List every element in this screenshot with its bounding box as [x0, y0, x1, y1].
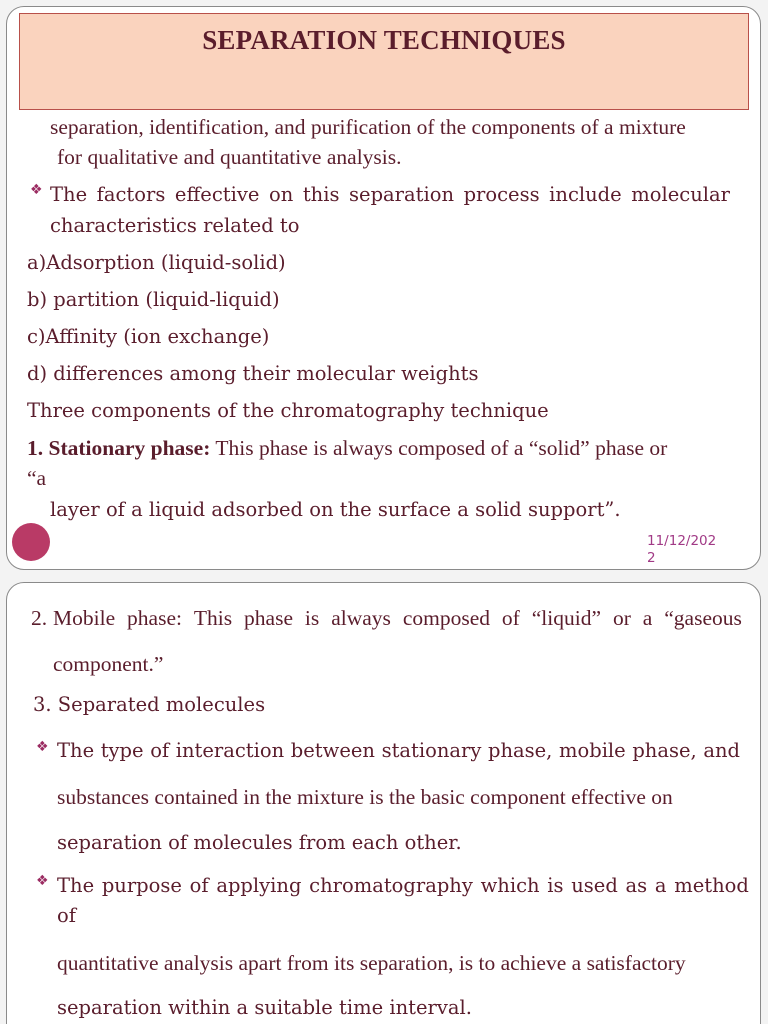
- word: purpose: [101, 874, 182, 897]
- word: chromatography: [309, 874, 473, 897]
- list-text: Adsorption (liquid-solid): [46, 251, 286, 274]
- list-text: partition (liquid-liquid): [53, 288, 280, 311]
- word: “liquid”: [531, 606, 602, 630]
- list-marker: b): [27, 288, 48, 311]
- word: effective: [174, 183, 260, 206]
- word: of: [150, 739, 170, 762]
- word: stationary: [381, 739, 482, 762]
- list-text: differences among their molecular weights: [53, 362, 479, 385]
- stationary-phase-line: [27, 436, 667, 462]
- purpose-line-1: [57, 874, 749, 897]
- word: applying: [216, 874, 302, 897]
- purpose-line-2: quantitative analysis apart from its separation, is to achieve a satisfactory: [57, 951, 686, 975]
- date-line-1: 11/12/202: [647, 533, 717, 549]
- word: molecular: [631, 183, 730, 206]
- list-marker: d): [27, 362, 48, 385]
- date-line-2: 2: [647, 549, 656, 566]
- accent-circle: [12, 523, 50, 561]
- title-box: [19, 13, 749, 110]
- word: this: [302, 183, 340, 206]
- word: separation: [349, 183, 455, 206]
- intro-line-1: separation, identification, and purification of the components of a mixture: [50, 115, 686, 139]
- list-item-a: [27, 251, 286, 274]
- word: type: [100, 739, 144, 762]
- word: mobile: [558, 739, 626, 762]
- word: The: [57, 739, 95, 762]
- slide-title: SEPARATION TECHNIQUES: [202, 25, 566, 55]
- word: factors: [96, 183, 166, 206]
- interaction-line-1: [57, 739, 740, 762]
- word: phase,: [487, 739, 553, 762]
- list-text: Affinity (ion exchange): [45, 325, 270, 348]
- word: as: [625, 874, 648, 897]
- word: composed: [402, 606, 490, 630]
- factors-line-1: [50, 183, 730, 206]
- word: and: [703, 739, 740, 762]
- diamond-bullet-icon: ❖: [36, 873, 49, 889]
- word: used: [571, 874, 618, 897]
- word: of: [189, 874, 209, 897]
- three-components-heading: Three components of the chromatography technique: [27, 399, 549, 422]
- list-item-d: [27, 362, 479, 385]
- word: include: [549, 183, 622, 206]
- purpose-wrap: of: [57, 904, 76, 927]
- separated-molecules-heading: 3. Separated molecules: [33, 693, 266, 716]
- word: phase: [244, 606, 293, 630]
- mobile-phase-line-1: [53, 606, 742, 632]
- word: or: [612, 606, 631, 630]
- intro-line-2: for qualitative and quantitative analysis.: [57, 145, 402, 169]
- word: a: [642, 606, 653, 630]
- stationary-phase-line-2: layer of a liquid adsorbed on the surface a solid support”.: [50, 498, 621, 521]
- diamond-bullet-icon: ❖: [36, 739, 49, 755]
- word: on: [268, 183, 294, 206]
- word: Mobile: [53, 606, 116, 630]
- word: of: [501, 606, 520, 630]
- word: which: [480, 874, 540, 897]
- list-marker: c): [27, 325, 46, 348]
- word: process: [463, 183, 540, 206]
- list-item-b: [27, 288, 280, 311]
- mobile-phase-marker: 2.: [31, 606, 48, 630]
- word: phase:: [127, 606, 182, 630]
- word: phase,: [632, 739, 697, 762]
- word: method: [674, 874, 749, 897]
- mobile-phase-line-2: component.”: [53, 652, 164, 676]
- word: always: [331, 606, 391, 630]
- word: is: [547, 874, 564, 897]
- word: The: [50, 183, 88, 206]
- list-marker: a): [27, 251, 47, 274]
- slide-2: [6, 582, 761, 1024]
- word: between: [290, 739, 375, 762]
- word: This: [193, 606, 233, 630]
- stationary-phase-text: This phase is always composed of a “solid” phase or: [210, 436, 668, 460]
- slide-date: [647, 533, 716, 567]
- diamond-bullet-icon: ❖: [30, 182, 43, 198]
- word: is: [304, 606, 320, 630]
- interaction-line-2: substances contained in the mixture is the basic component effective on: [57, 785, 673, 809]
- word: “gaseous: [664, 606, 742, 630]
- interaction-line-3: separation of molecules from each other.: [57, 831, 462, 854]
- stationary-phase-wrap: “a: [27, 466, 47, 490]
- factors-line-2: characteristics related to: [50, 214, 300, 237]
- word: interaction: [175, 739, 285, 762]
- slide-1: [6, 6, 761, 570]
- word: The: [57, 874, 95, 897]
- list-item-c: [27, 325, 269, 348]
- word: a: [654, 874, 667, 897]
- stationary-phase-label: 1. Stationary phase:: [27, 436, 211, 460]
- purpose-line-3: separation within a suitable time interval.: [57, 996, 472, 1019]
